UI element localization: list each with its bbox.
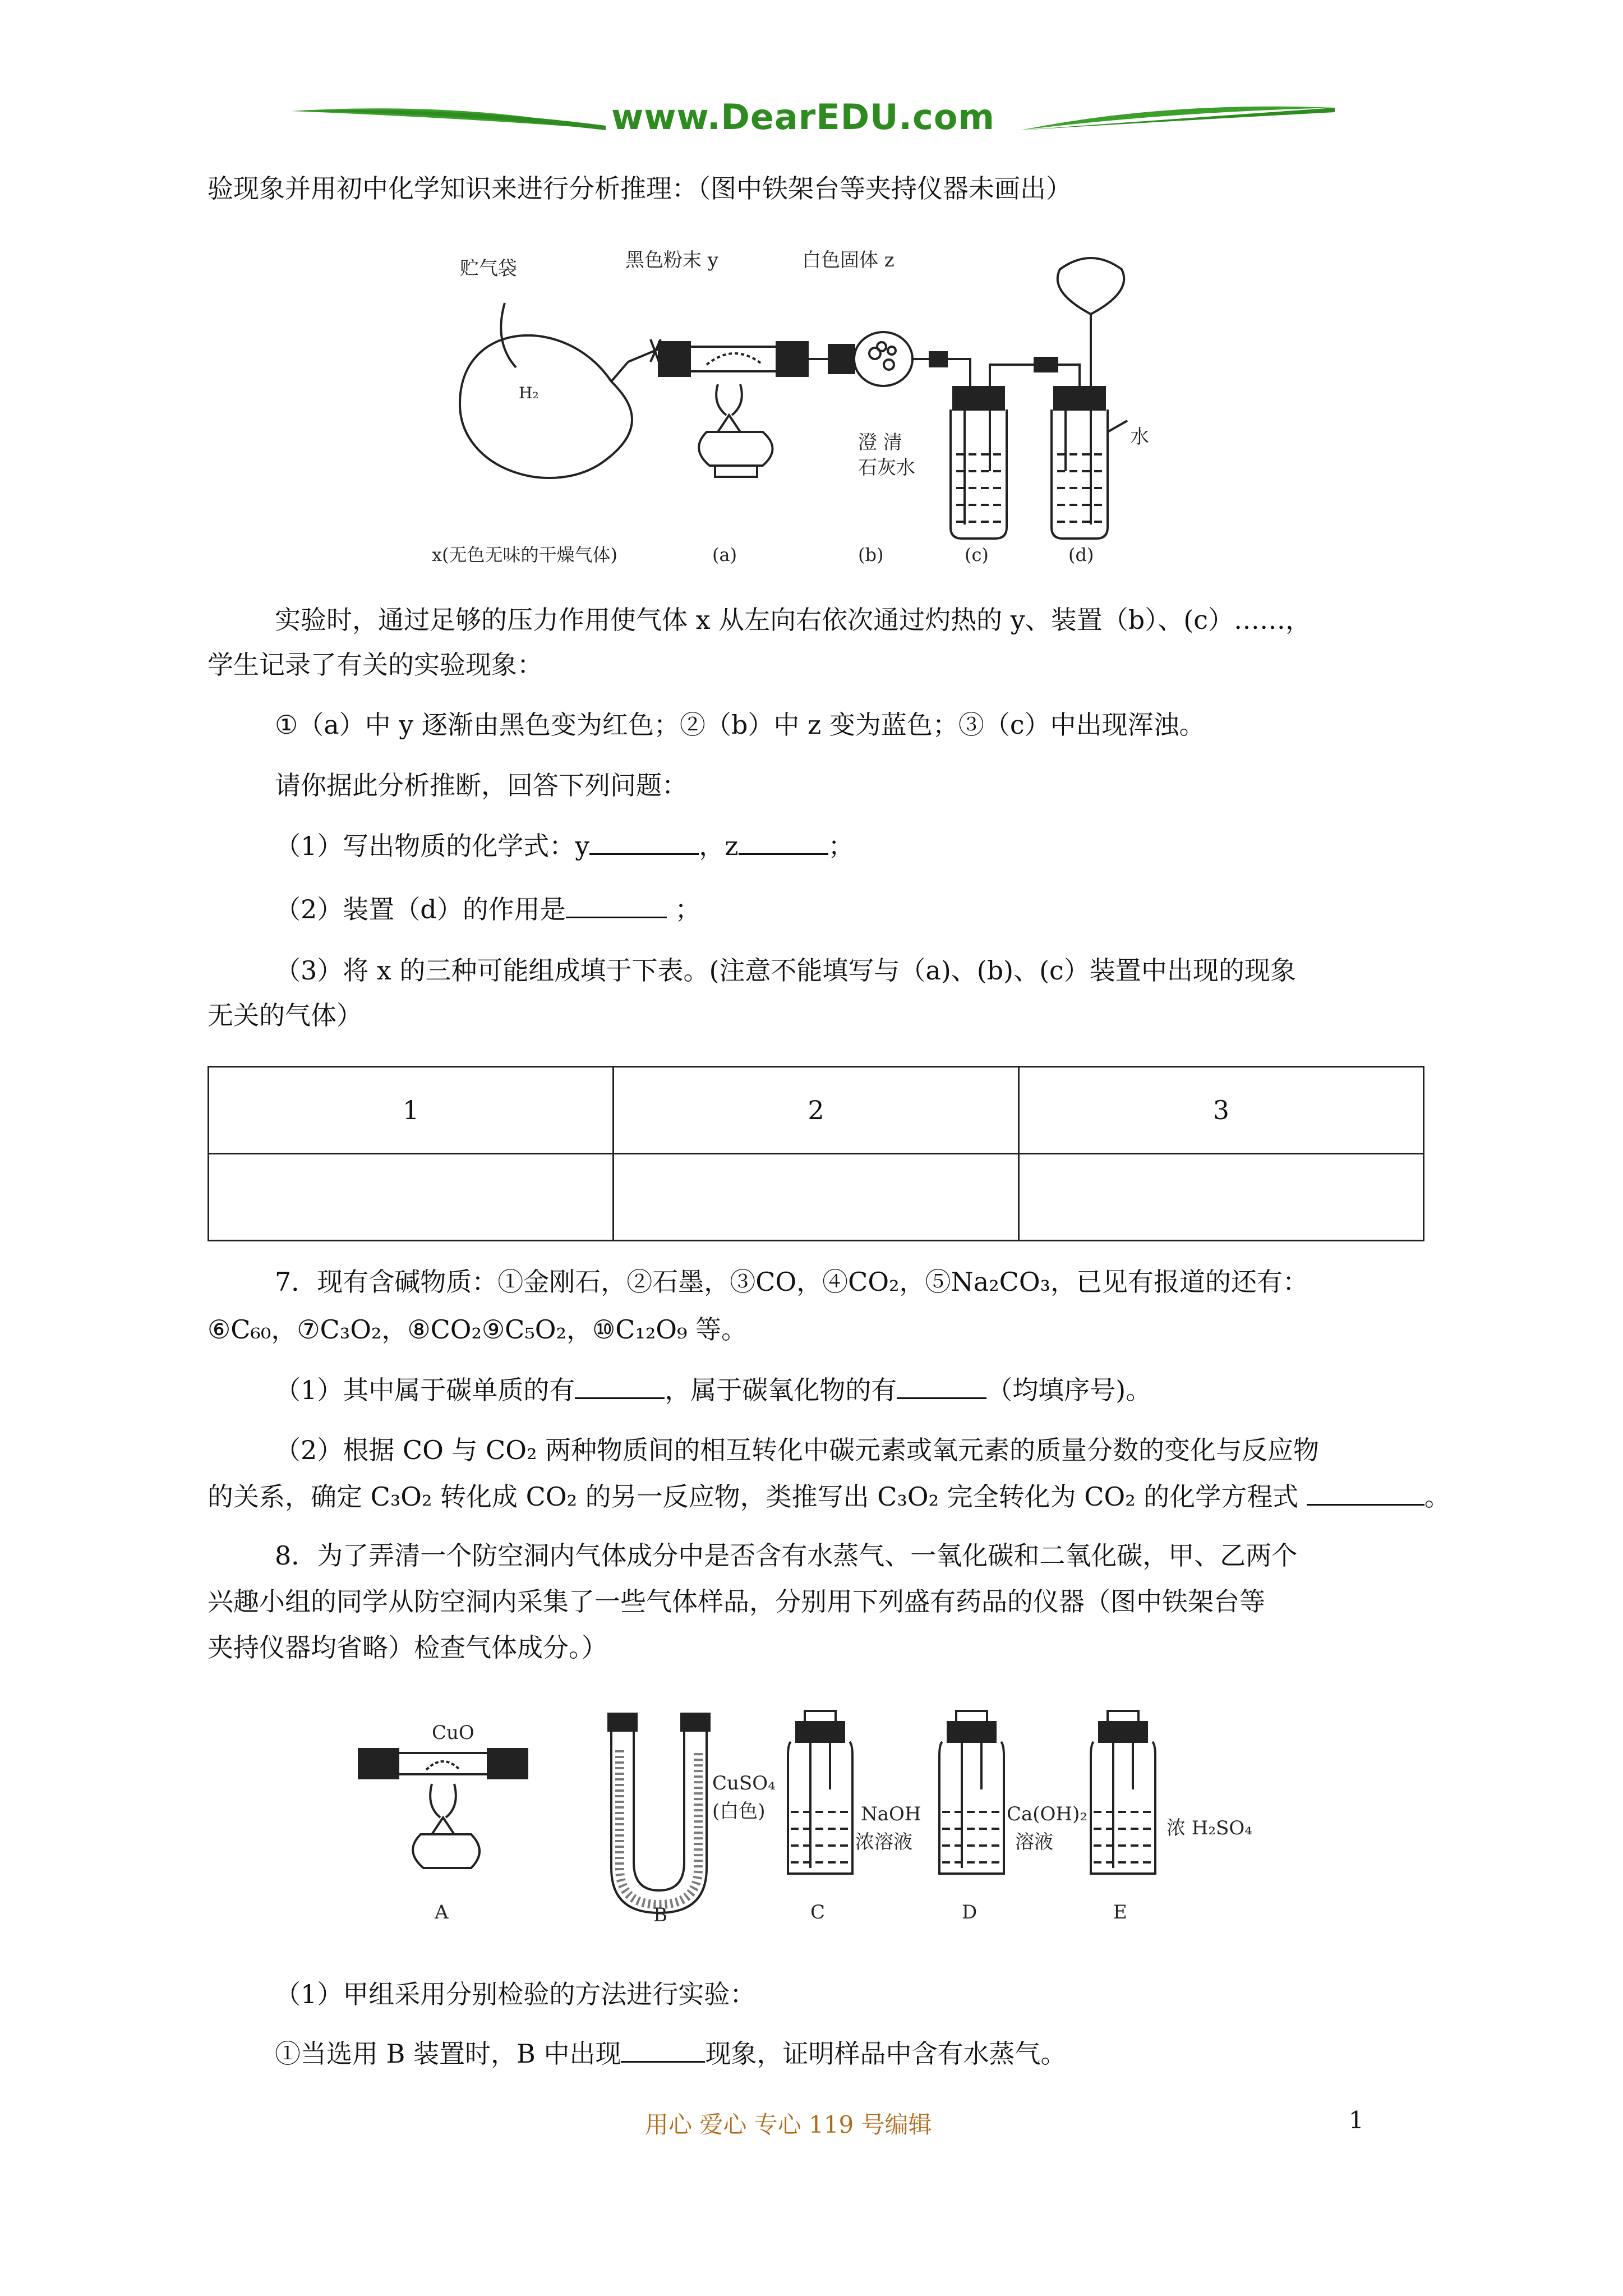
blank-carbon-oxides[interactable] [897,1373,986,1399]
q6-sub1-text-a: （1）写出物质的化学式：y [275,831,590,861]
blank-y[interactable] [589,829,699,855]
q8-line3: 夹持仪器均省略）检查气体成分。） [208,1632,607,1663]
caoh-label-2: 溶液 [1015,1831,1053,1853]
apparatus-figure-1 [426,236,1211,572]
q8-sub1-item-text-b: 现象，证明样品中含有水蒸气。 [705,2039,1067,2069]
cuo-label: CuO [432,1722,474,1744]
q6-sub3-line2: 无关的气体） [208,1000,362,1030]
label-a: (a) [712,544,737,565]
header-brand[interactable]: www.DearEDU.com [611,96,995,137]
solid-label: 白色固体 z [802,249,895,272]
q7-sub2-text-b: 。 [1424,1481,1450,1512]
table-header-cell: 3 [1018,1067,1423,1154]
powder-label: 黑色粉末 y [625,249,719,272]
label-c: (c) [965,544,989,565]
q6-sub3-line1: （3）将 x 的三种可能组成填于下表。(注意不能填写与（a)、(b)、(c）装置中出现的现象 [275,955,1296,986]
q6-sub2-text-a: （2）装置（d）的作用是 [275,894,566,924]
table-header-cell: 1 [209,1067,614,1154]
caoh-label-1: Ca(OH)₂ [1007,1803,1087,1825]
q7-sub1 [275,1373,1151,1407]
q6-sub2-text-b: ； [666,894,701,924]
q8-line2: 兴趣小组的同学从防空洞内采集了一些气体样品，分别用下列盛有药品的仪器（图中铁架台等 [208,1586,1265,1617]
apparatus-figure-2 [348,1705,1290,1930]
bag-label: 贮气袋 [460,257,517,280]
intro-line: 验现象并用初中化学知识来进行分析推理：（图中铁架台等夹持仪器未画出） [208,173,1072,204]
label-b: (b) [858,544,884,565]
h2so4-label: 浓 H₂SO₄ [1166,1817,1252,1839]
table-answer-row [209,1154,1424,1241]
q6-observations: ①（a）中 y 逐渐由黑色变为红色；②（b）中 z 变为蓝色；③（c）中出现浑浊。 [275,710,1205,740]
q7-sub1-text-c: （均填序号)。 [986,1375,1152,1405]
table-header-cell: 2 [614,1067,1018,1154]
q7-sub2-text-a: 的关系，确定 C₃O₂ 转化成 CO₂ 的另一反应物，类推写出 C₃O₂ 完全转化为 CO₂ 的化学方程式 [208,1481,1299,1512]
q7-sub1-text-a: （1）其中属于碳单质的有 [275,1375,575,1405]
blank-carbon-elements[interactable] [575,1373,665,1399]
white-label: (白色) [712,1800,766,1823]
blank-equation[interactable] [1307,1479,1424,1506]
q7-sub1-text-b: ，属于碳氧化物的有 [665,1375,897,1405]
q8-line1: 8．为了弄清一个防空洞内气体成分中是否含有水蒸气、一氧化碳和二氧化碳，甲、乙两个 [275,1540,1298,1571]
limewater-label-1: 澄 清 [858,431,902,454]
q7-sub2-line2 [208,1479,1450,1513]
table-answer-cell[interactable] [1018,1154,1423,1241]
q6-sub1-text-c: ； [828,831,854,861]
page-number: 1 [1349,2106,1364,2134]
naoh-label-1: NaOH [861,1803,921,1825]
q6-prompt: 请你据此分析推断，回答下列问题： [275,770,688,800]
q6-sub2 [275,892,700,926]
q8-sub1-item [275,2036,1066,2070]
q6-sub1-text-b: ，z [699,831,739,861]
answer-table [208,1066,1424,1241]
q7-line2: ⑥C₆₀，⑦C₃O₂，⑧CO₂⑨C₅O₂，⑩C₁₂O₉ 等。 [208,1314,748,1345]
label-A: A [435,1901,449,1924]
blank-b-phenomenon[interactable] [621,2036,705,2063]
x-label: x(无色无味的干燥气体) [432,544,618,565]
gas-label: H₂ [519,384,539,402]
q8-sub1: （1）甲组采用分别检验的方法进行实验： [275,1979,756,2009]
q6-sub1 [275,829,854,863]
cuso4-label: CuSO₄ [712,1772,776,1795]
label-d: (d) [1068,544,1094,565]
q8-sub1-item-text-a: ①当选用 B 装置时，B 中出现 [275,2039,621,2069]
q6-para-line2: 学生记录了有关的实验现象： [208,650,543,680]
table-header-row [209,1067,1424,1154]
water-label: 水 [1130,426,1149,448]
table-answer-cell[interactable] [209,1154,614,1241]
label-E: E [1113,1901,1127,1924]
q7-line1: 7．现有含碱物质：①金刚石，②石墨，③CO，④CO₂，⑤Na₂CO₃，已见有报道的还有： [275,1267,1308,1297]
label-C: C [810,1901,826,1924]
label-B: B [653,1904,667,1926]
blank-z[interactable] [739,829,828,855]
naoh-label-2: 浓溶液 [855,1831,912,1853]
limewater-label-2: 石灰水 [858,457,915,479]
blank-d-role[interactable] [566,892,667,918]
label-D: D [962,1901,978,1924]
q6-para-line1: 实验时，通过足够的压力作用使气体 x 从左向右依次通过灼热的 y、装置（b）、(c）……， [275,605,1311,635]
table-answer-cell[interactable] [614,1154,1018,1241]
footer-text: 用心 爱心 专心 119 号编辑 [645,2111,932,2138]
q7-sub2-line1: （2）根据 CO 与 CO₂ 两种物质间的相互转化中碳元素或氧元素的质量分数的变化与反应物 [275,1435,1320,1465]
